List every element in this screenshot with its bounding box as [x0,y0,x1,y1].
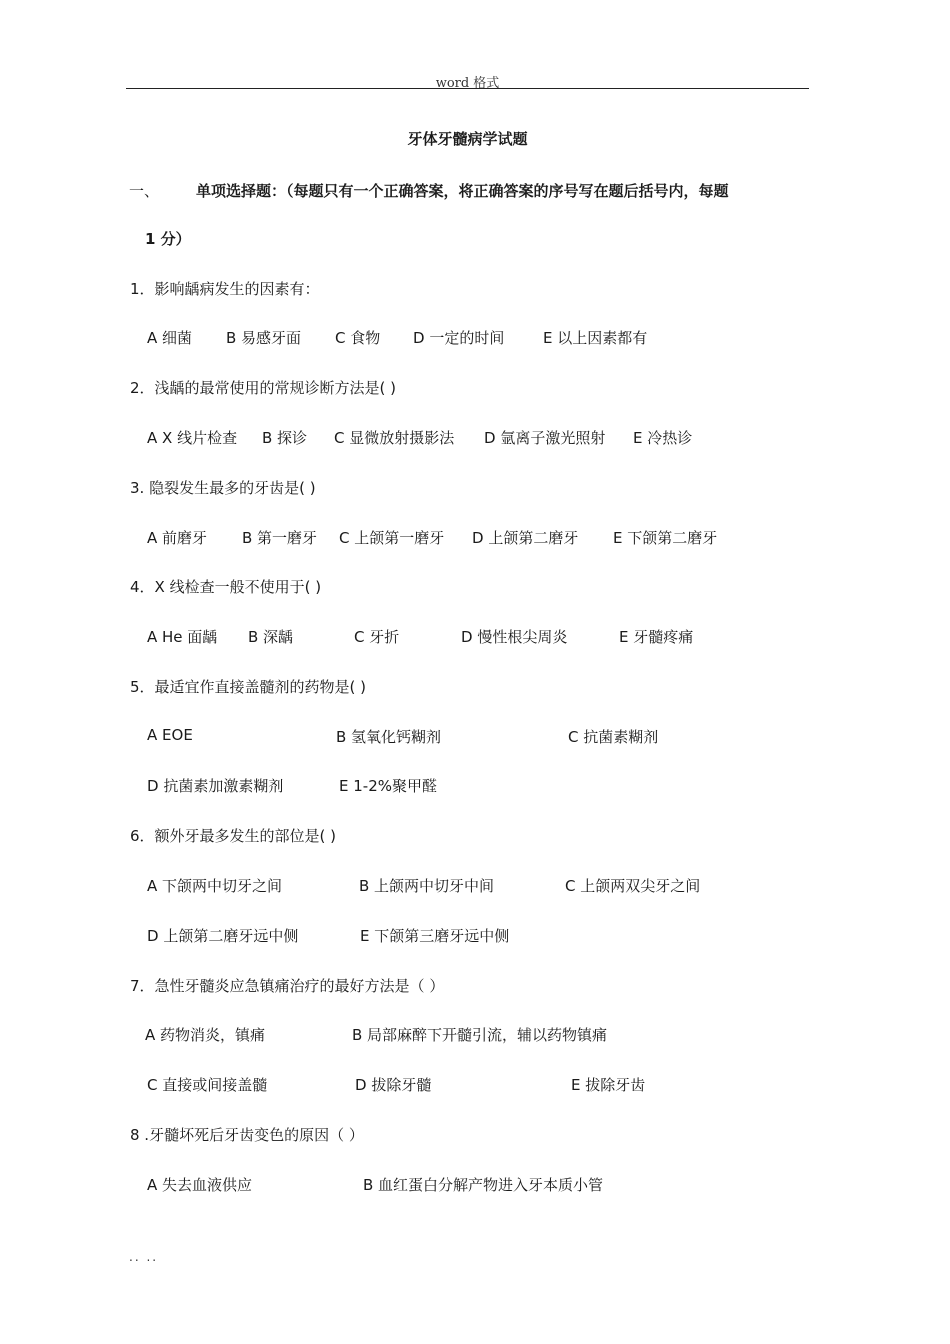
question-3-stem: 3. 隐裂发生最多的牙齿是( ) [130,479,316,497]
question-1-stem: 1．影响龋病发生的因素有： [130,280,320,298]
question-1-option-e: E 以上因素都有 [543,329,648,347]
question-2-stem: 2．浅龋的最常使用的常规诊断方法是( ) [130,379,397,397]
page-header: word 格式 [435,76,500,91]
question-5-option-b: B 氢氧化钙糊剂 [336,728,442,746]
question-7-option-e: E 拔除牙齿 [571,1076,646,1094]
question-3-option-c: C 上颌第一磨牙 [339,529,445,547]
question-1-option-c: C 食物 [335,329,381,347]
question-6-option-d: D 上颌第二磨牙远中侧 [147,927,299,945]
question-8-stem: 8 .牙髓坏死后牙齿变色的原因（ ） [130,1126,364,1144]
question-7-option-b: B 局部麻醉下开髓引流，辅以药物镇痛 [352,1026,608,1044]
question-2-option-d: D 氩离子激光照射 [484,429,606,447]
section-instructions-line2: 1 分） [145,230,191,248]
question-3-option-b: B 第一磨牙 [242,529,318,547]
question-4-option-b: B 深龋 [248,628,294,646]
question-3-option-a: A 前磨牙 [147,529,208,547]
section-number: 一、 [129,182,160,200]
question-4-stem: 4．X 线检查一般不使用于( ) [130,578,322,596]
section-instructions-line1: 单项选择题：（每题只有一个正确答案，将正确答案的序号写在题后括号内，每题 [196,182,729,200]
question-2-option-a: A X 线片检查 [147,429,238,447]
question-1-option-d: D 一定的时间 [413,329,505,347]
question-5-stem: 5．最适宜作直接盖髓剂的药物是( ) [130,678,367,696]
question-6-option-b: B 上颌两中切牙中间 [359,877,495,895]
question-4-option-e: E 牙髓疼痛 [619,628,694,646]
question-3-option-d: D 上颌第二磨牙 [472,529,579,547]
question-7-option-d: D 拔除牙髓 [355,1076,432,1094]
question-2-option-e: E 冷热诊 [633,429,693,447]
question-6-option-a: A 下颌两中切牙之间 [147,877,283,895]
question-4-option-a: A He 面龋 [147,628,218,646]
question-3-option-e: E 下颌第二磨牙 [613,529,718,547]
document-title: 牙体牙髓病学试题 [407,130,528,148]
page-footer: .. .. [129,1250,159,1264]
question-1-option-b: B 易感牙面 [226,329,302,347]
question-1-option-a: A 细菌 [147,329,193,347]
question-6-stem: 6．额外牙最多发生的部位是( ) [130,827,337,845]
question-5-option-c: C 抗菌素糊剂 [568,728,659,746]
header-divider [126,88,809,89]
question-8-option-b: B 血红蛋白分解产物进入牙本质小管 [363,1176,604,1194]
question-2-option-c: C 显微放射摄影法 [334,429,455,447]
question-5-option-a: A EOE [147,726,193,744]
question-4-option-d: D 慢性根尖周炎 [461,628,568,646]
question-7-option-a: A 药物消炎，镇痛 [145,1026,266,1044]
question-4-option-c: C 牙折 [354,628,400,646]
question-5-option-e: E 1-2%聚甲醛 [339,777,437,795]
question-6-option-c: C 上颌两双尖牙之间 [565,877,701,895]
question-7-option-c: C 直接或间接盖髓 [147,1076,268,1094]
question-8-option-a: A 失去血液供应 [147,1176,253,1194]
question-5-option-d: D 抗菌素加激素糊剂 [147,777,284,795]
question-6-option-e: E 下颌第三磨牙远中侧 [360,927,510,945]
question-7-stem: 7．急性牙髓炎应急镇痛治疗的最好方法是（ ） [130,977,445,995]
question-2-option-b: B 探诊 [262,429,308,447]
